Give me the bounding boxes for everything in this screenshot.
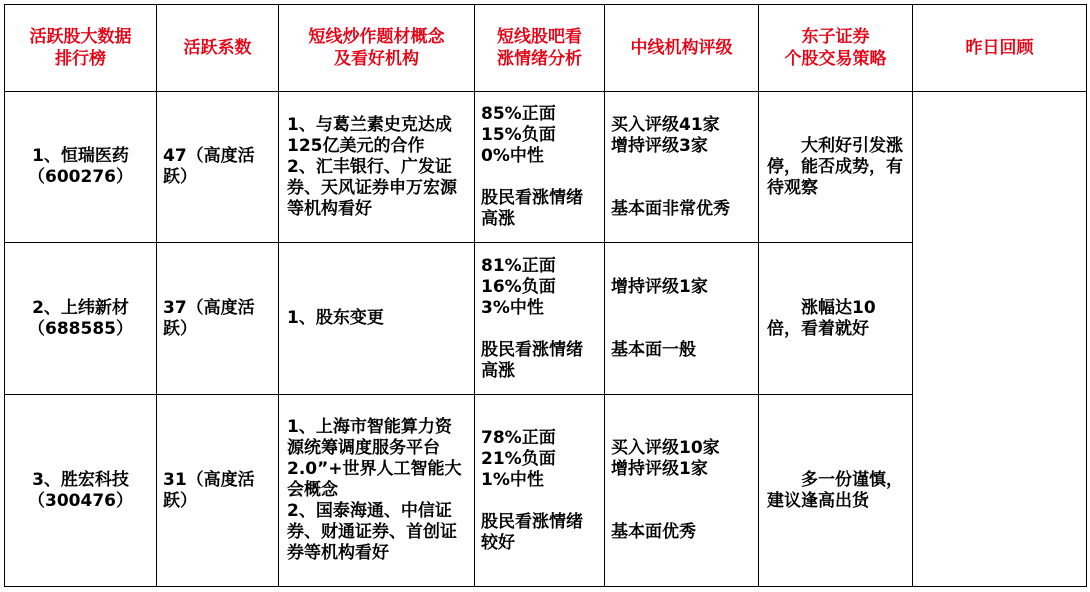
- review-cell: [913, 92, 1087, 587]
- header-strategy: 东子证券 个股交易策略: [759, 5, 913, 92]
- stock-ranking-table: [4, 4, 1087, 587]
- stock-name-cell: 1、恒瑞医药 （600276）: [5, 92, 157, 243]
- header-sentiment: 短线股吧看 涨情绪分析: [475, 5, 605, 92]
- sentiment-cell: 78%正面 21%负面 1%中性 股民看涨情绪较好: [475, 395, 605, 587]
- activity-cell: 47（高度活跃）: [157, 92, 279, 243]
- header-row: [5, 5, 1087, 92]
- theme-cell: 1、上海市智能算力资源统筹调度服务平台2.0”+世界人工智能大会概念 2、国泰海通、中信证券、财通证券、首创证券等机构看好: [279, 395, 475, 587]
- sentiment-cell: 85%正面 15%负面 0%中性 股民看涨情绪高涨: [475, 92, 605, 243]
- strategy-cell: 涨幅达10倍，看着就好: [759, 243, 913, 395]
- activity-cell: 31（高度活跃）: [157, 395, 279, 587]
- header-ranking: 活跃股大数据 排行榜: [5, 5, 157, 92]
- theme-cell: 1、股东变更: [279, 243, 475, 395]
- sentiment-cell: 81%正面 16%负面 3%中性 股民看涨情绪高涨: [475, 243, 605, 395]
- rating-cell: 增持评级1家 基本面一般: [605, 243, 759, 395]
- strategy-cell: 大利好引发涨停，能否成势，有待观察: [759, 92, 913, 243]
- stock-name-cell: 3、胜宏科技 （300476）: [5, 395, 157, 587]
- header-theme: 短线炒作题材概念 及看好机构: [279, 5, 475, 92]
- theme-cell: 1、与葛兰素史克达成125亿美元的合作 2、汇丰银行、广发证券、天风证券申万宏源等机构看好: [279, 92, 475, 243]
- table-row: [5, 92, 1087, 243]
- activity-cell: 37（高度活跃）: [157, 243, 279, 395]
- rating-cell: 买入评级10家 增持评级1家 基本面优秀: [605, 395, 759, 587]
- header-review: 昨日回顾: [913, 5, 1087, 92]
- rating-cell: 买入评级41家 增持评级3家 基本面非常优秀: [605, 92, 759, 243]
- header-rating: 中线机构评级: [605, 5, 759, 92]
- header-activity: 活跃系数: [157, 5, 279, 92]
- strategy-cell: 多一份谨慎，建议逢高出货: [759, 395, 913, 587]
- stock-name-cell: 2、上纬新材 （688585）: [5, 243, 157, 395]
